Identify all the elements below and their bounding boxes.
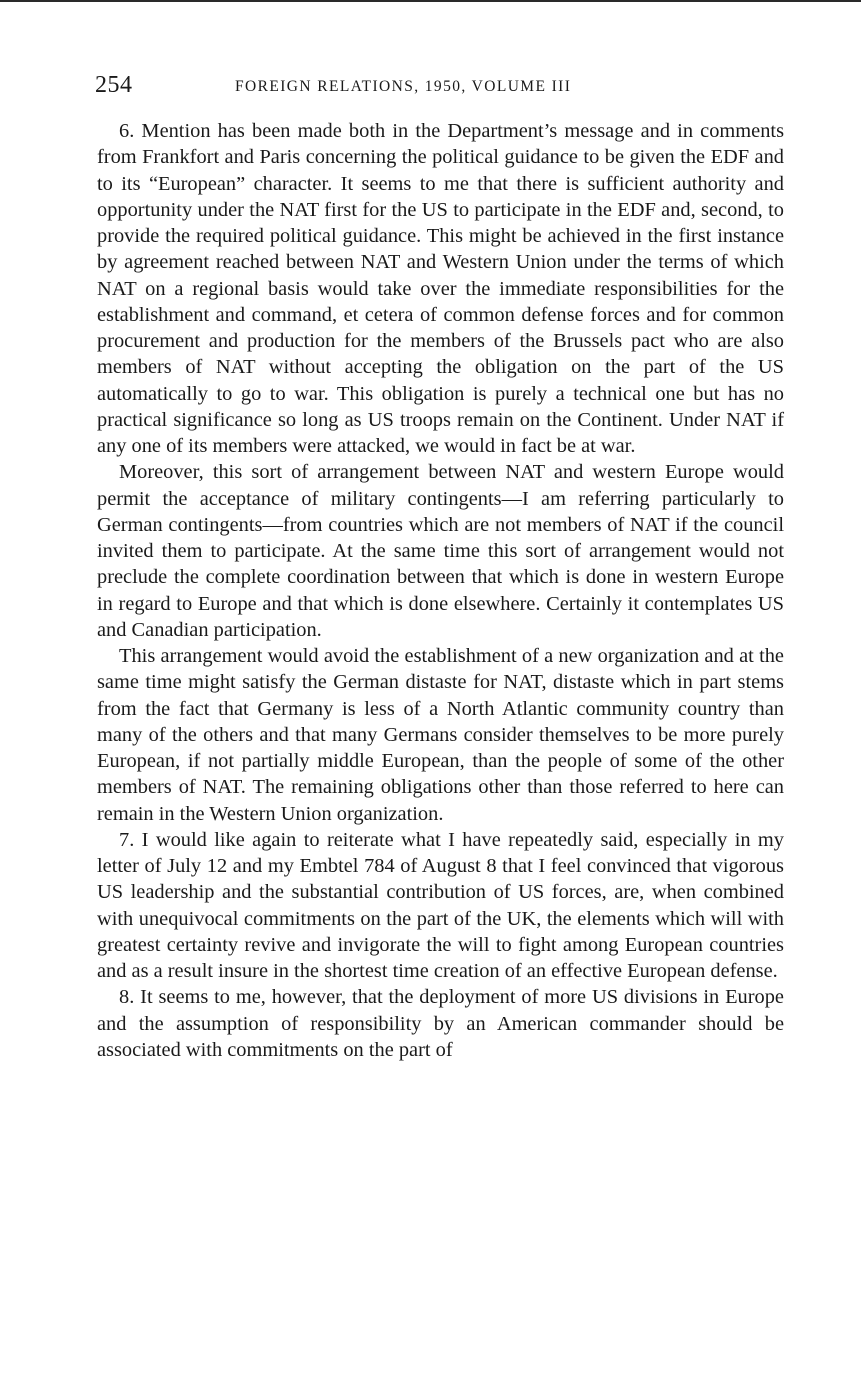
top-rule	[0, 0, 861, 2]
paragraph-6: 6. Mention has been made both in the Department’s message and in comments from Frankfort and Paris concerning the political guidance to be given the EDF and to its “European” character. It seems to me that there is sufficient authority and opportunity under the NAT first for the US to participate in the EDF and, second, to provide the required political guidance. This might be achieved in the first instance by agreement reached between NAT and Western Union under the terms of which NAT on a regional basis would take over the immediate responsibilities for the establishment and command, et cetera of common defense forces and for common procurement and production for the members of the Brussels pact who are also members of NAT without accepting the obligation on the part of the US automatically to go to war. This obligation is purely a technical one but has no practical significance so long as US troops remain on the Continent. Under NAT if any one of its members were attacked, we would in fact be at war.	[97, 120, 784, 457]
paragraph-7: 7. I would like again to reiterate what I have repeatedly said, especially in my letter of July 12 and my Embtel 784 of August 8 that I feel convinced that vigorous US leadership and the substantial contribution of US forces, are, when combined with unequivocal commitments on the part of the UK, the elements which will with greatest certainty revive and invigorate the will to fight among European countries and as a result insure in the shortest time creation of an effective European defense.	[97, 828, 784, 982]
paragraph-arrangement: This arrangement would avoid the establishment of a new organization and at the same time might satisfy the German distaste for NAT, distaste which in part stems from the fact that Germany is less of a North Atlantic community country than many of the others and that many Germans consider themselves to be more purely European, if not partially middle European, than the people of some of the other members of NAT. The remaining obligations other than those referred to here can remain in the Western Union organization.	[97, 645, 784, 825]
paragraph-moreover: Moreover, this sort of arrangement between NAT and western Europe would permit the acceptance of military contingents—I am referring particularly to German contingents—from countries which are not members of NAT if the council invited them to participate. At the same time this sort of arrangement would not preclude the complete coordination between that which is done in western Europe in regard to Europe and that which is done elsewhere. Certainly it contemplates US and Canadian participation.	[97, 461, 784, 641]
page-number: 254	[95, 72, 133, 98]
paragraph-8: 8. It seems to me, however, that the deployment of more US divisions in Europe and the assumption of responsibility by an American commander should be associated with commitments on the part of	[97, 986, 784, 1061]
running-head: FOREIGN RELATIONS, 1950, VOLUME III	[235, 78, 572, 95]
body-text	[97, 118, 784, 1063]
page-header	[95, 72, 785, 104]
